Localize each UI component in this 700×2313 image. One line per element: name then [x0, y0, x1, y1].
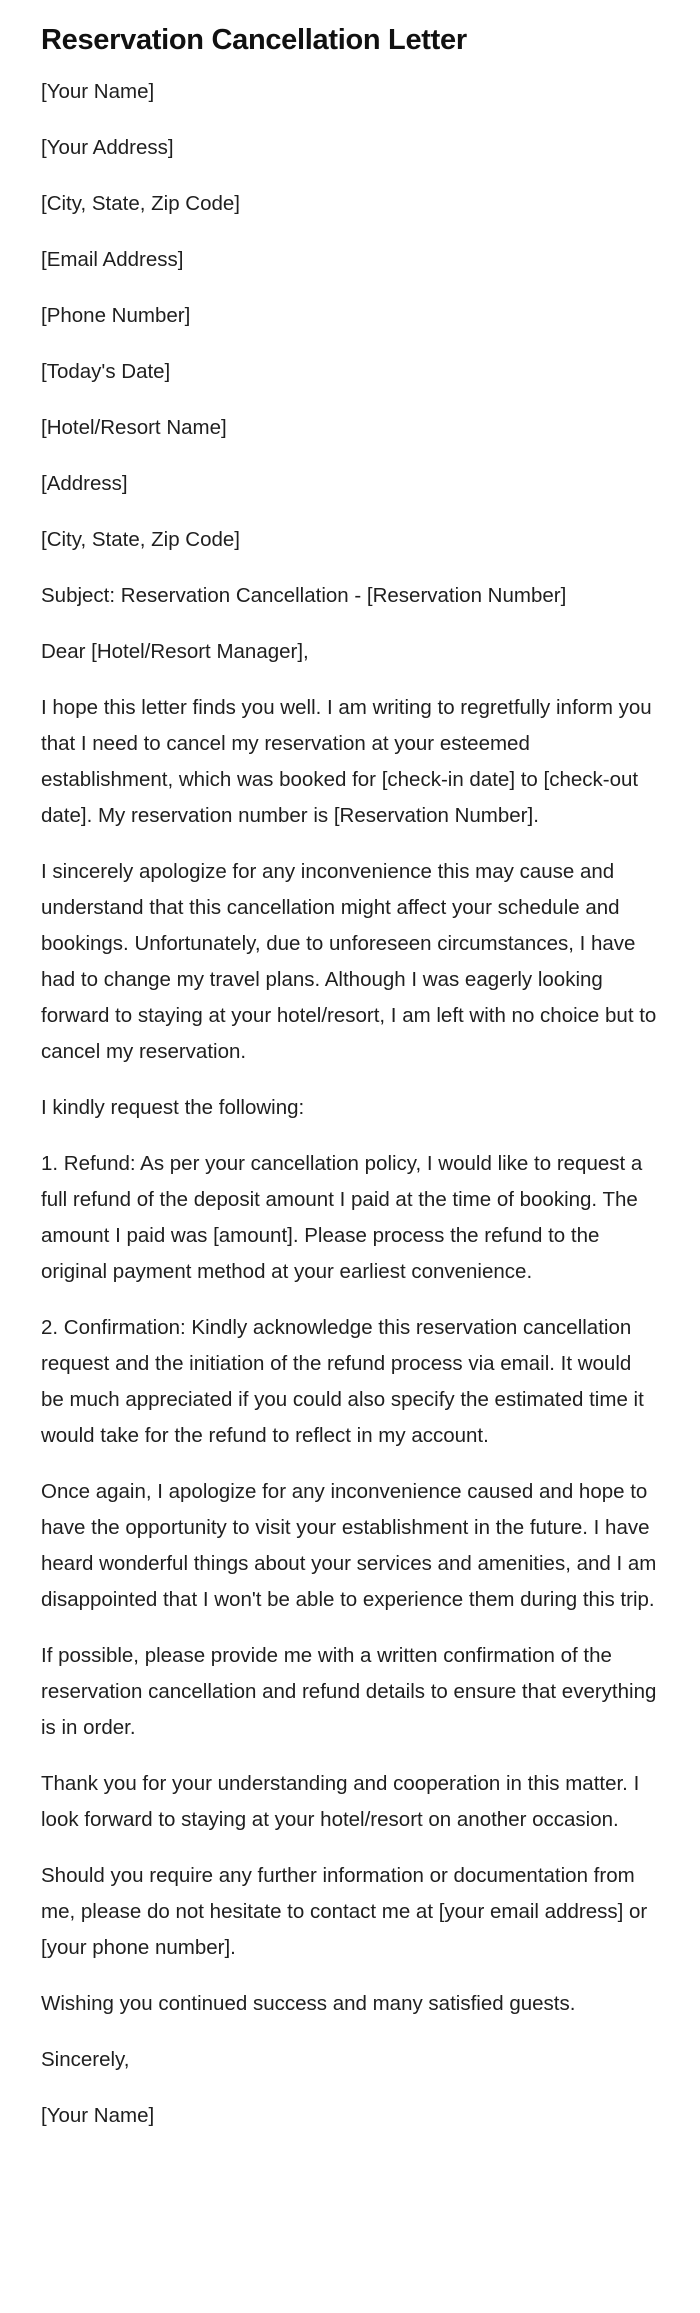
sender-phone: [Phone Number]: [41, 304, 191, 327]
body-paragraph: Once again, I apologize for any inconvenience caused and hope to have the opportunity to visit your establishment in the future. I have heard wonderful things about your services and amenities, and I am disappointed that I won't be able to experience them during this trip.: [41, 1480, 657, 1611]
body-paragraph: I kindly request the following:: [41, 1096, 305, 1119]
subject-line: Subject: Reservation Cancellation - [Reservation Number]: [41, 584, 567, 607]
body-paragraph: If possible, please provide me with a written confirmation of the reservation cancellation and refund details to ensure that everything is in order.: [41, 1644, 657, 1739]
body-paragraph: I sincerely apologize for any inconvenience this may cause and understand that this cancellation might affect your schedule and bookings. Unfortunately, due to unforeseen circumstances, I have had to change my travel plans. Although I was eagerly looking forward to staying at your hotel/resort, I am left with no choice but to cancel my reservation.: [41, 860, 657, 1063]
body-paragraph: Should you require any further information or documentation from me, please do not hesitate to contact me at [your email address] or [your phone number].: [41, 1864, 648, 1959]
recipient-block: [41, 410, 659, 558]
recipient-name: [Hotel/Resort Name]: [41, 416, 227, 439]
body-paragraph: 2. Confirmation: Kindly acknowledge this reservation cancellation request and the initiation of the refund process via email. It would be much appreciated if you could also specify the estimated time it would take for the refund to reflect in my account.: [41, 1316, 644, 1447]
recipient-address: [Address]: [41, 472, 128, 495]
signature-name: [Your Name]: [41, 2104, 155, 2127]
body-paragraph: 1. Refund: As per your cancellation policy, I would like to request a full refund of the deposit amount I paid at the time of booking. The amount I paid was [amount]. Please process the refund to the original payment method at your earliest convenience.: [41, 1152, 643, 1283]
sender-email: [Email Address]: [41, 248, 184, 271]
letter-body: [41, 690, 659, 2022]
body-paragraph: I hope this letter finds you well. I am writing to regretfully inform you that I need to cancel my reservation at your esteemed establishment, which was booked for [check-in date] to [check-out date]. My reservation number is [Reservation Number].: [41, 696, 652, 827]
letter-date: [Today's Date]: [41, 360, 171, 383]
closing: Sincerely,: [41, 2048, 130, 2071]
sender-block: [41, 74, 659, 390]
recipient-city-state-zip: [City, State, Zip Code]: [41, 528, 241, 551]
body-paragraph: Thank you for your understanding and cooperation in this matter. I look forward to staying at your hotel/resort on another occasion.: [41, 1772, 640, 1831]
salutation: Dear [Hotel/Resort Manager],: [41, 640, 309, 663]
page-title: Reservation Cancellation Letter: [41, 24, 467, 56]
sender-city-state-zip: [City, State, Zip Code]: [41, 192, 241, 215]
body-paragraph: Wishing you continued success and many satisfied guests.: [41, 1992, 576, 2015]
sender-name: [Your Name]: [41, 80, 155, 103]
sender-address: [Your Address]: [41, 136, 174, 159]
